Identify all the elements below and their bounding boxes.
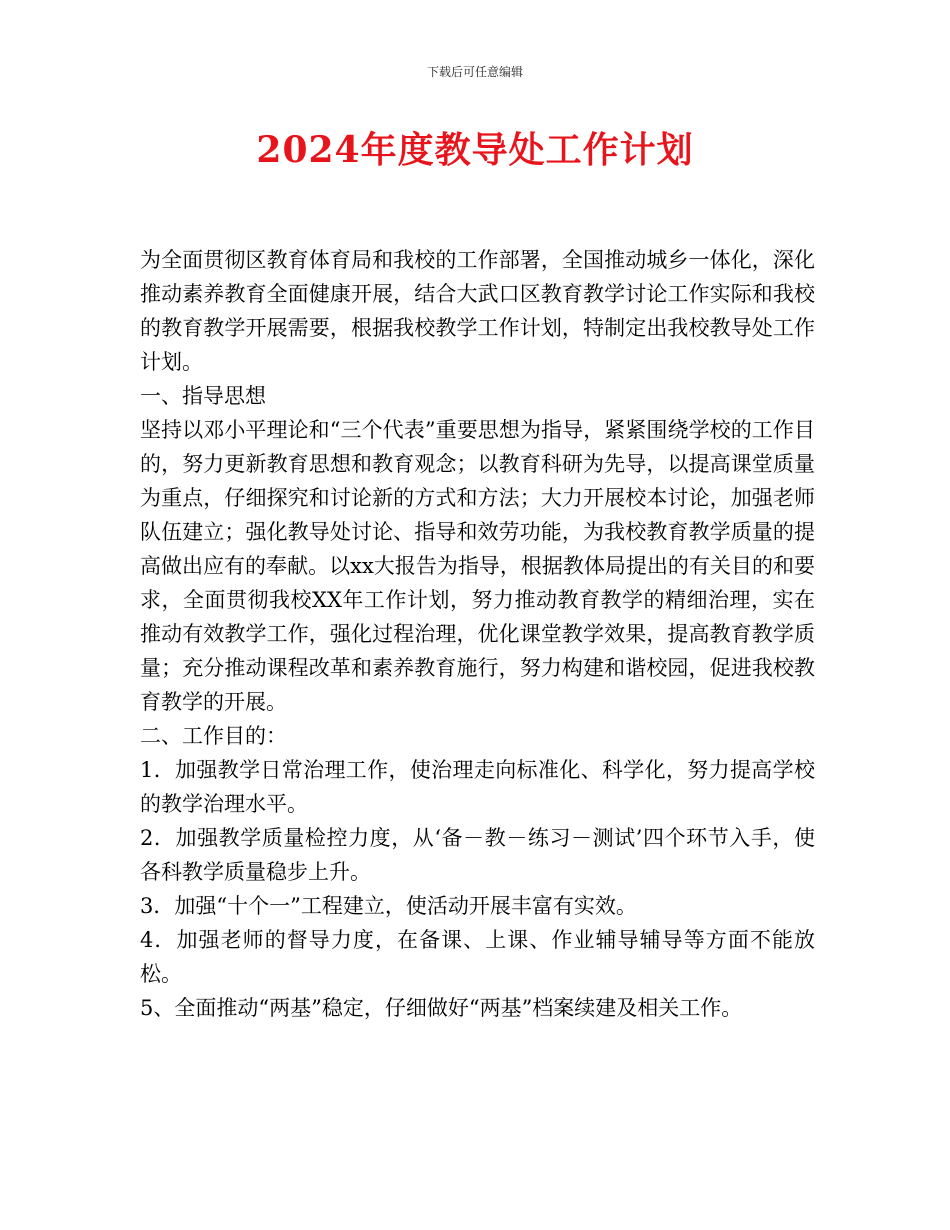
guiding-thought-paragraph: 坚持以邓小平理论和“三个代表”重要思想为指导，紧紧围绕学校的工作目的，努力更新教育思想和教育观念；以教育科研为先导，以提高课堂质量为重点，仔细探究和讨论新的方式和方法；大力开展校本讨论，加强老师队伍建立；强化教导处讨论、指导和效劳功能，为我校教育教学质量的提高做出应有的奉献。以xx大报告为指导，根据教体局提出的有关目的和要求，全面贯彻我校XX年工作计划，努力推动教育教学的精细治理，实在推动有效教学工作，强化过程治理，优化课堂教学效果，提高教育教学质量；充分推动课程改革和素养教育施行，努力构建和谐校园，促进我校教育教学的开展。 (140, 418, 815, 714)
section-heading-guiding-thought: 一、指导思想 (140, 384, 266, 408)
goal-item-5: 5、全面推动“两基”稳定，仔细做好“两基”档案续建及相关工作。 (140, 996, 743, 1020)
goal-item-2: 2．加强教学质量检控力度，从‘备－教－练习－测试’四个环节入手，使各科教学质量稳步上升。 (140, 826, 815, 884)
goal-item-3: 3．加强“十个一”工程建立，使活动开展丰富有实效。 (140, 894, 637, 918)
document-body (140, 243, 815, 1025)
header-note: 下载后可任意编辑 (426, 65, 523, 79)
intro-paragraph: 为全面贯彻区教育体育局和我校的工作部署，全国推动城乡一体化，深化推动素养教育全面健康开展，结合大武口区教育教学讨论工作实际和我校的教育教学开展需要，根据我校教学工作计划，特制定出我校教导处工作计划。 (140, 248, 815, 374)
document-title: 2024年度教导处工作计划 (256, 129, 694, 171)
goal-item-4: 4．加强老师的督导力度，在备课、上课、作业辅导辅导等方面不能放松。 (140, 928, 815, 986)
section-heading-work-goals: 二、工作目的： (140, 724, 287, 748)
goal-item-1: 1．加强教学日常治理工作，使治理走向标准化、科学化，努力提高学校的教学治理水平。 (140, 758, 815, 816)
